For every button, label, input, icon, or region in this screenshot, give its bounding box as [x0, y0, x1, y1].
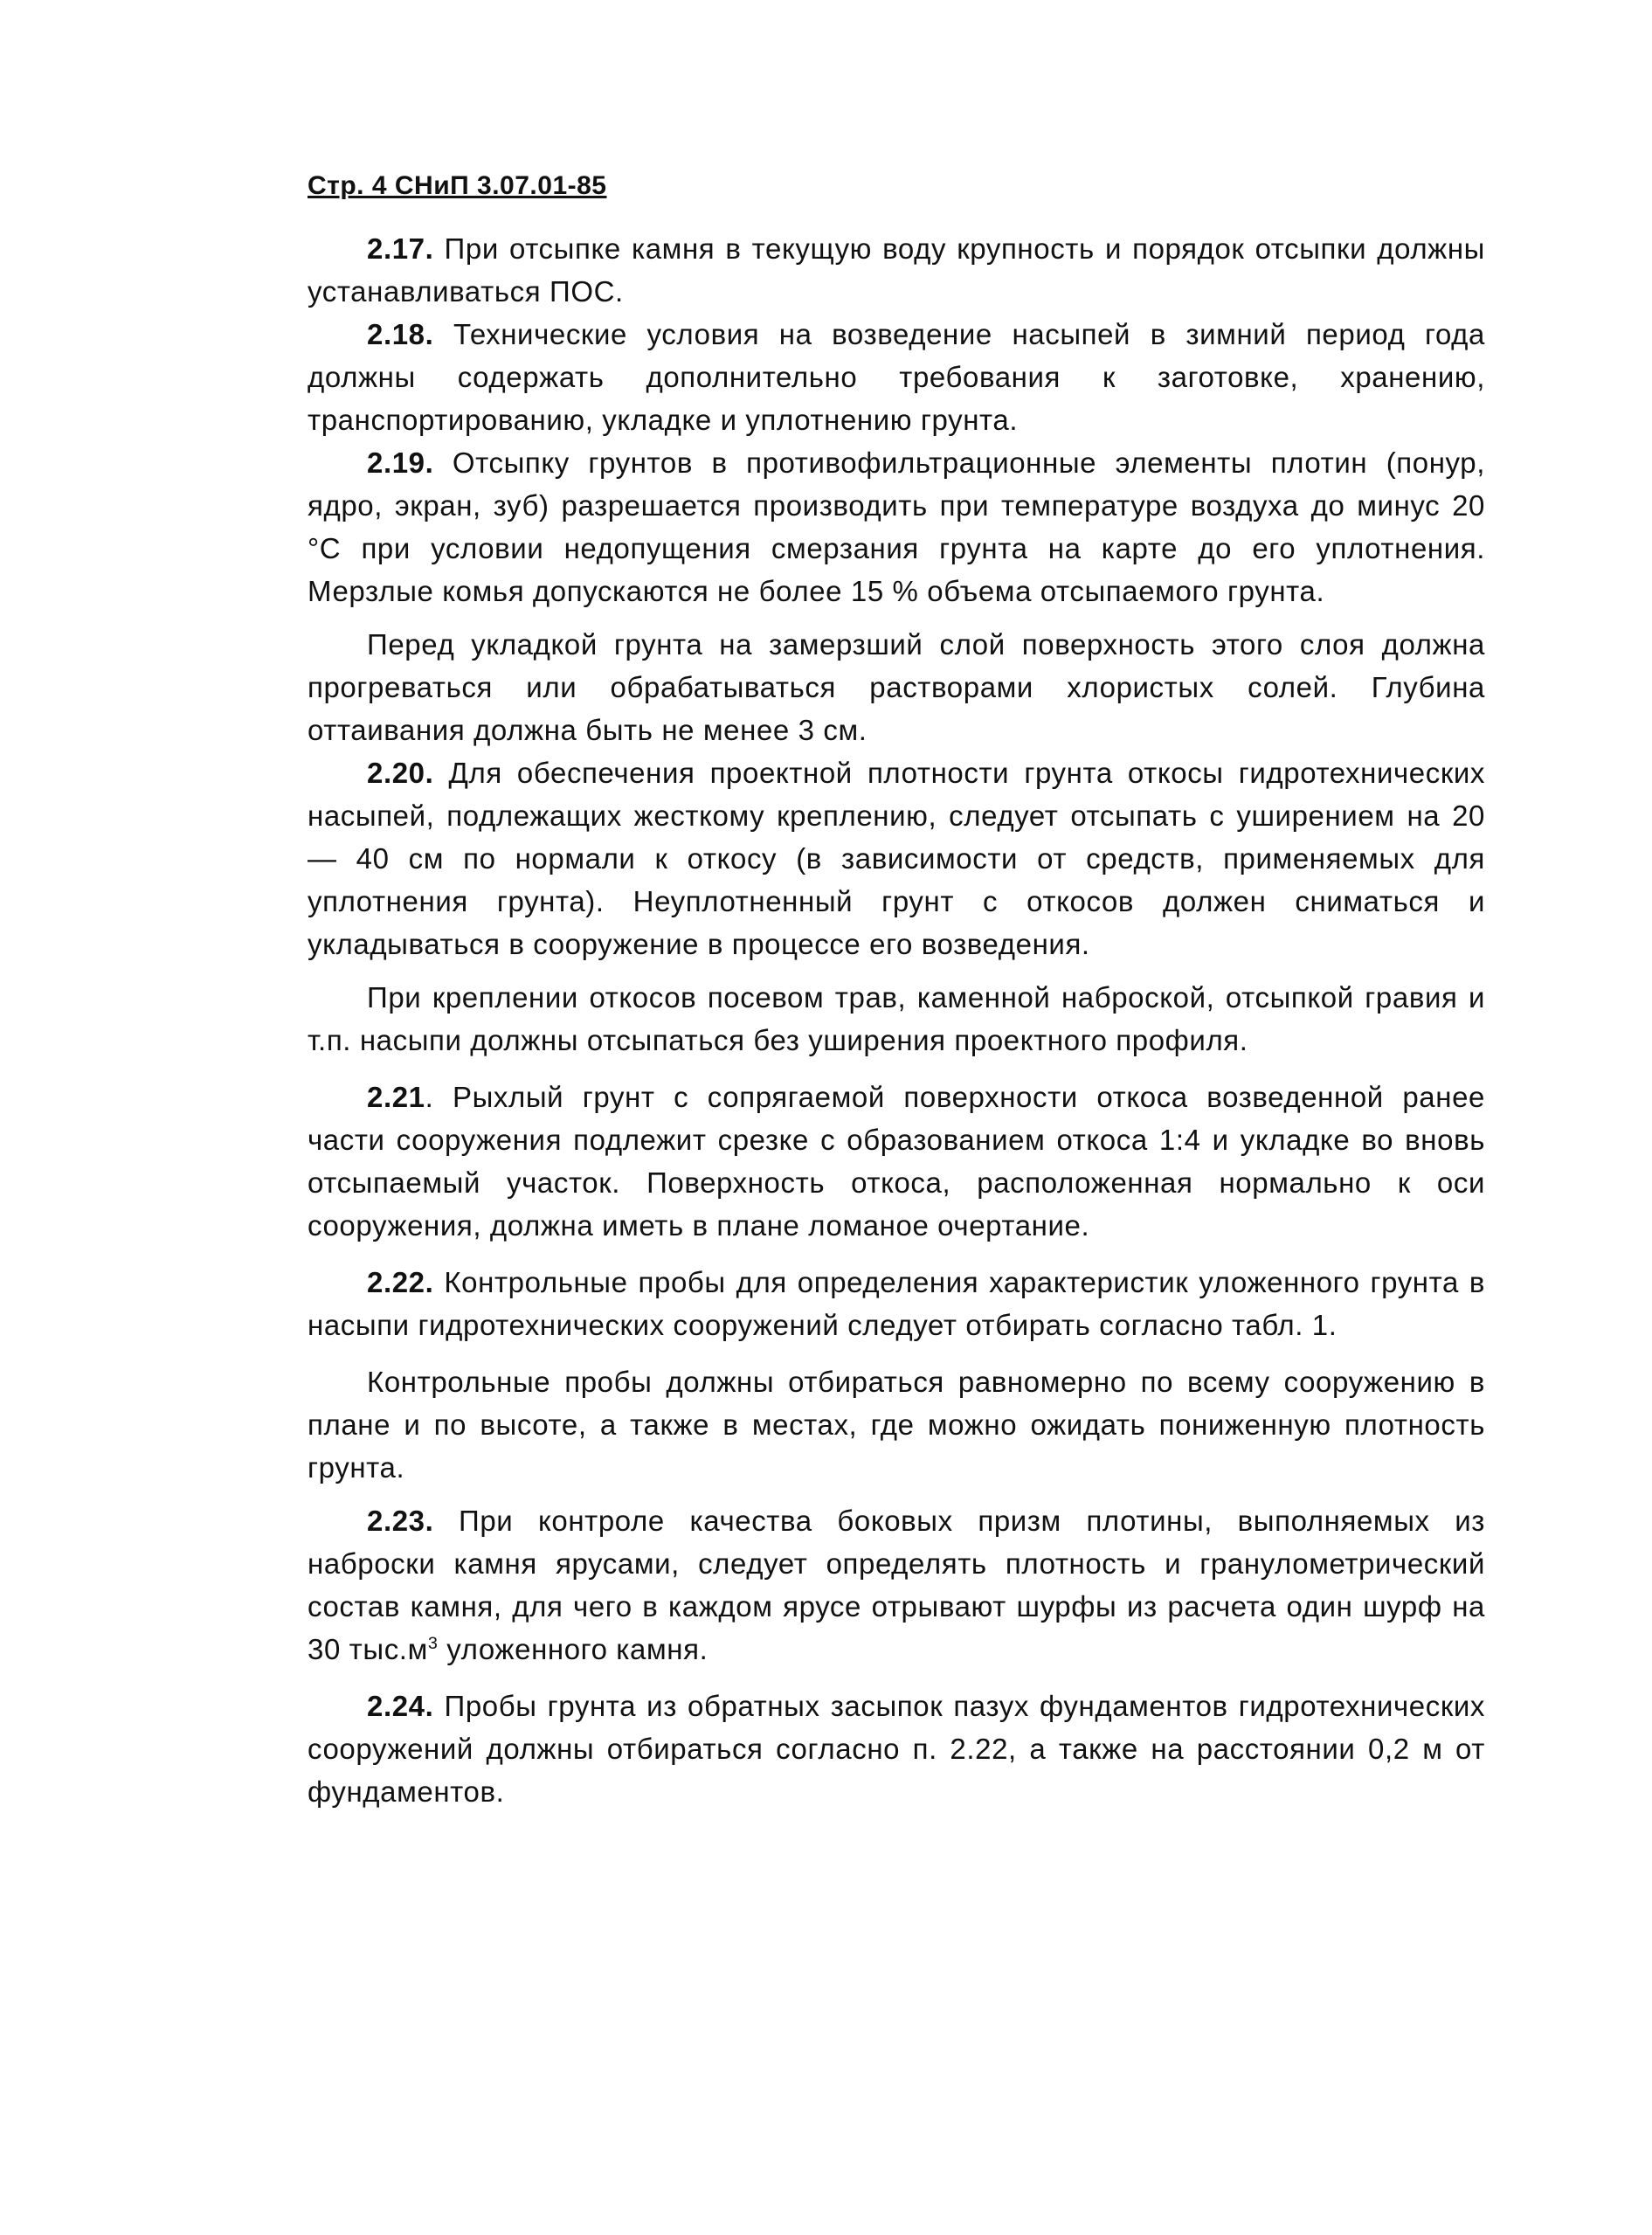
- clause-number: 2.17.: [367, 232, 434, 265]
- superscript: 3: [427, 1634, 439, 1653]
- paragraph-text: Для обеспечения проектной плотности грунта откосы гидротехнических насыпей, подлежащих жесткому креплению, следует отсыпать с уширением на 20 — 40 см по нормали к откосу (в зависимости от средств, применяемых для уплотнения грунта). Неуплотненный грунт с откосов должен сниматься и укладываться в сооружение в процессе его возведения.: [308, 757, 1485, 960]
- paragraph-2-22: [308, 1261, 1485, 1346]
- page-header: Стр. 4 СНиП 3.07.01-85: [308, 171, 607, 200]
- paragraph-2-21: [308, 1076, 1485, 1247]
- paragraph-slope-fixing: [308, 976, 1485, 1062]
- paragraph-control-samples: [308, 1360, 1485, 1489]
- clause-number: 2.23.: [367, 1505, 434, 1537]
- clause-number: 2.22.: [367, 1266, 434, 1298]
- paragraph-text: Технические условия на возведение насыпей в зимний период года должны содержать дополнительно требования к заготовке, хранению, транспортированию, укладке и уплотнению грунта.: [308, 318, 1485, 436]
- paragraph-text: При контроле качества боковых призм плотины, выполняемых из наброски камня ярусами, следует определять плотность и гранулометрический состав камня, для чего в каждом ярусе отрывают шурфы из расчета один шурф на 30 тыс.м: [308, 1505, 1485, 1665]
- paragraph-text: Контрольные пробы для определения характеристик уложенного грунта в насыпи гидротехнических сооружений следует отбирать согласно табл. 1.: [308, 1266, 1485, 1341]
- paragraph-text: При отсыпке камня в текущую воду крупность и порядок отсыпки должны устанавливаться ПОС.: [308, 232, 1485, 308]
- paragraph-text-tail: уложенного камня.: [438, 1633, 708, 1665]
- clause-number: 2.19.: [367, 446, 434, 479]
- document-page: [308, 171, 1485, 1813]
- clause-number: 2.18.: [367, 318, 434, 350]
- paragraph-thawing: [308, 623, 1485, 751]
- clause-number: 2.20.: [367, 757, 434, 789]
- paragraph-2-19: [308, 441, 1485, 612]
- clause-number: 2.24.: [367, 1690, 434, 1722]
- paragraph-text: Контрольные пробы должны отбираться равномерно по всему сооружению в плане и по высоте, а также в местах, где можно ожидать пониженную плотность грунта.: [308, 1366, 1485, 1484]
- paragraph-2-24: [308, 1685, 1485, 1813]
- paragraph-text: . Рыхлый грунт с сопрягаемой поверхности откоса возведенной ранее части сооружения подлежит срезке с образованием откоса 1:4 и укладке во вновь отсыпаемый участок. Поверхность откоса, расположенная нормально к оси сооружения, должна иметь в плане ломаное очертание.: [308, 1081, 1485, 1242]
- paragraph-text: Перед укладкой грунта на замерзший слой поверхность этого слоя должна прогреваться или обрабатываться растворами хлористых солей. Глубина оттаивания должна быть не менее 3 см.: [308, 628, 1485, 746]
- paragraph-text: Отсыпку грунтов в противофильтрационные элементы плотин (понур, ядро, экран, зуб) разрешается производить при температуре воздуха до минус 20 °С при условии недопущения смерзания грунта на карте до его уплотнения. Мерзлые комья допускаются не более 15 % объема отсыпаемого грунта.: [308, 446, 1485, 607]
- paragraph-2-20: [308, 751, 1485, 965]
- paragraph-text: При креплении откосов посевом трав, каменной наброской, отсыпкой гравия и т.п. насыпи должны отсыпаться без уширения проектного профиля.: [308, 981, 1485, 1056]
- paragraph-text: Пробы грунта из обратных засыпок пазух фундаментов гидротехнических сооружений должны отбираться согласно п. 2.22, а также на расстоянии 0,2 м от фундаментов.: [308, 1690, 1485, 1808]
- clause-number: 2.21: [367, 1081, 425, 1113]
- paragraph-2-23: [308, 1499, 1485, 1671]
- paragraph-2-17: [308, 227, 1485, 313]
- paragraph-2-18: [308, 313, 1485, 441]
